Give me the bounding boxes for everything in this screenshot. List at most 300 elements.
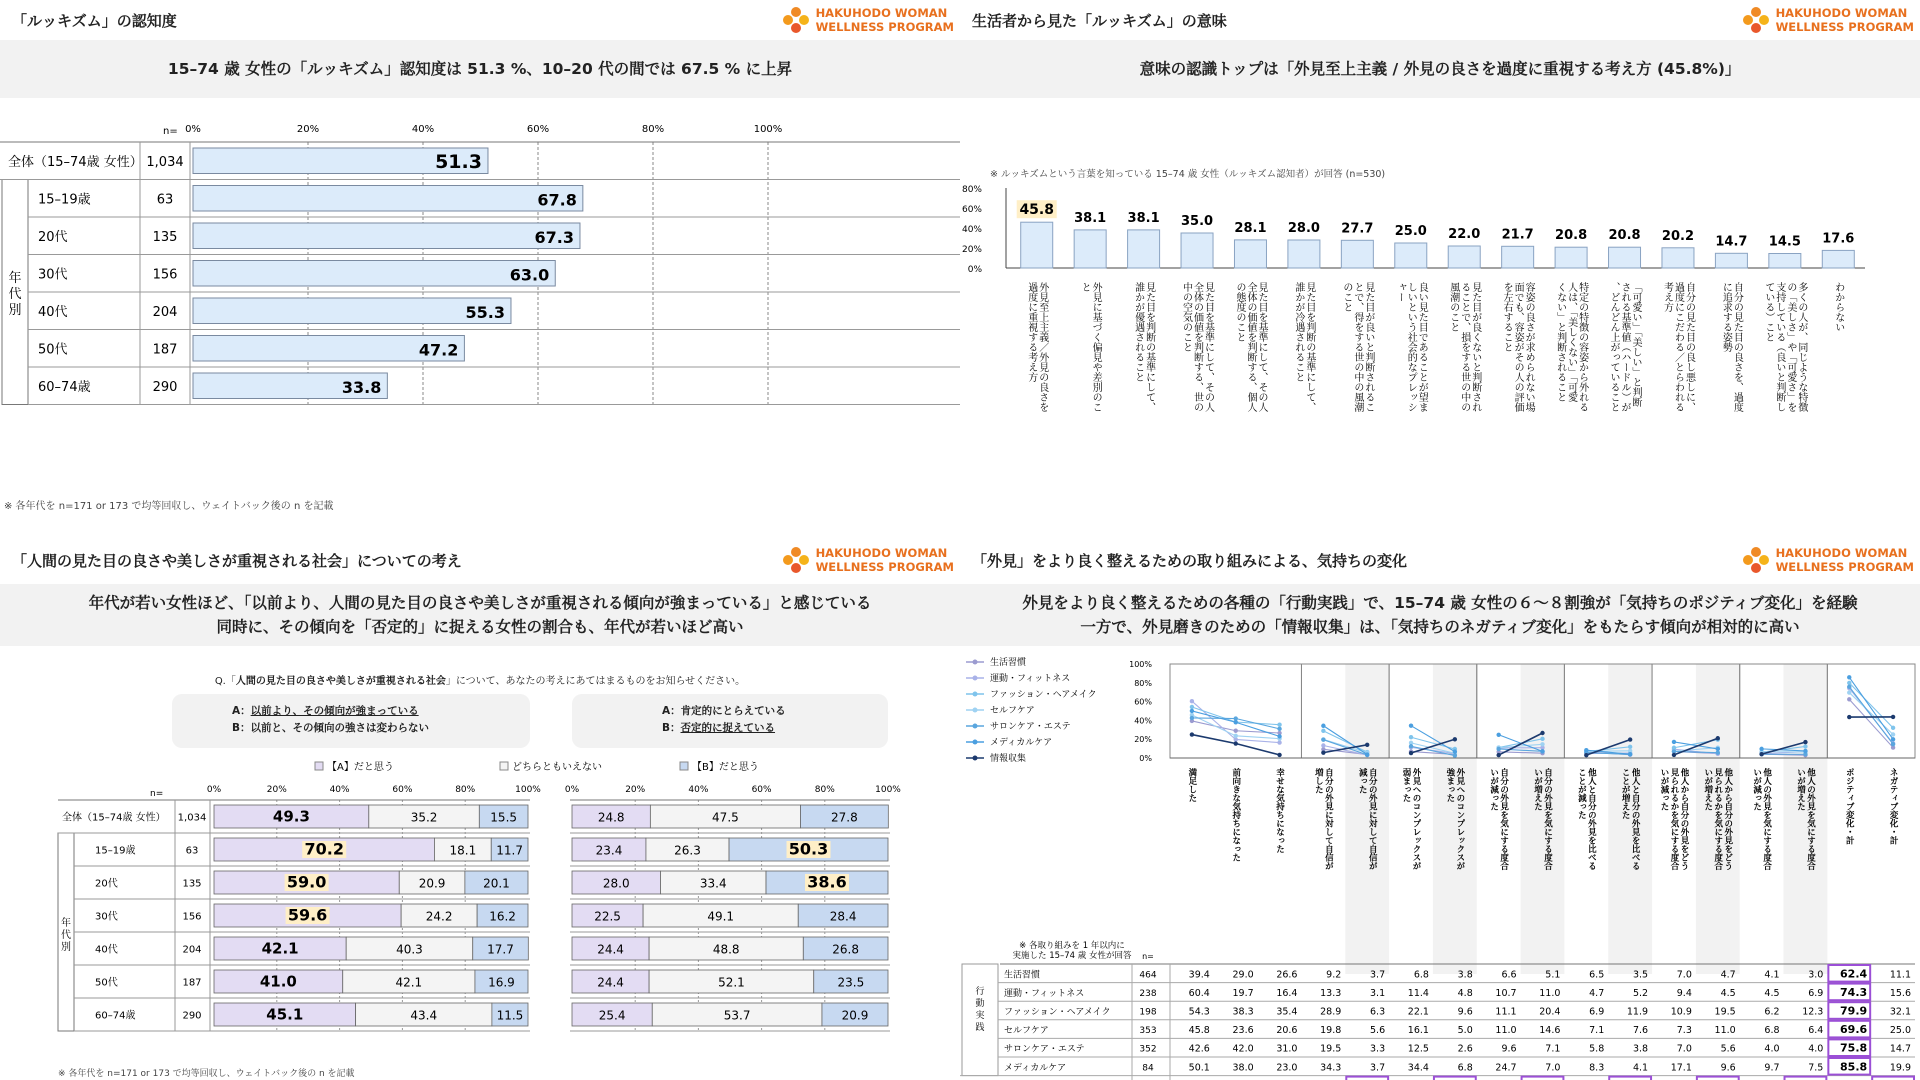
legend-marker [973,692,978,697]
y-tick-label: 20% [1134,735,1152,745]
row-label: 全体（15–74歳 女性） [8,154,143,170]
cell-value: 4.7 [1720,969,1736,981]
series-point [1847,715,1851,719]
cell-value: 4.5 [1720,987,1736,999]
cell-value: 62.4 [1840,967,1868,981]
category-label: 誰かが冷遇されること [1292,282,1304,382]
legend-label: 情報収集 [990,754,1027,764]
cell-value: 16.4 [1276,987,1298,999]
legend-marker [973,708,978,713]
segment-value: 42.1 [395,975,423,990]
logo-flower-icon [782,546,810,574]
cell-value: 28.9 [1320,1006,1342,1018]
category-label: に追求する姿勢 [1720,282,1732,352]
y-tick-label: 100% [1129,660,1152,669]
legend-label: 【A】だと思う [327,762,394,773]
respondent-note: ※ 各取り組みを 1 年以内に [1019,941,1125,951]
x-tick-label: 20% [625,785,646,795]
category-label: ている）こと [1762,282,1774,342]
group-frame [1827,664,1915,758]
category-label: くない」と判断されること [1554,282,1566,402]
cell-value: 7.1 [1589,1025,1605,1037]
series-point [1365,752,1369,756]
cell-value: 7.3 [1676,1025,1692,1037]
group-label: 践 [975,1023,985,1033]
series-line [1849,687,1893,744]
row-n: 187 [152,342,178,358]
option-box-trend [172,694,530,748]
x-tick-label: 0% [185,124,201,135]
series-point [1891,726,1895,730]
headline [0,40,960,98]
series-line [1849,677,1893,739]
cell-value: 26.6 [1276,969,1298,981]
segment-value: 20.1 [483,876,510,891]
cell-value: 42.0 [1232,1043,1254,1055]
series-point [1453,749,1457,753]
legend-label: ファッション・ヘアメイク [990,690,1097,700]
footnote: ※ 各年代を n=171 or 173 で均等回収し、ウェイトバック後の n を記載 [58,1069,355,1079]
cell-value: 11.1 [1495,1006,1517,1018]
cell-value: 2.6 [1457,1043,1473,1055]
x-tick-label: 40% [329,785,350,795]
cell-value: 69.6 [1840,1023,1868,1037]
panel-feelings [960,540,1920,1080]
row-n: 135 [152,229,178,245]
question-pre: Q.「 [214,676,236,687]
segment-value: 24.8 [597,810,625,825]
x-tick-label: 0% [206,785,222,795]
y-tick-label: 0% [1139,754,1152,763]
legend-marker [973,660,978,665]
row-n: 198 [1139,1007,1157,1018]
logo-line1: HAKUHODO WOMAN [815,6,948,20]
cell-value: 24.7 [1495,1062,1517,1074]
x-tick-label: 20% [296,124,320,135]
cell-value: 34.3 [1320,1062,1342,1074]
series-point [1321,750,1325,754]
cell-value: 9.6 [1720,1062,1736,1074]
cell-value: 11.9 [1626,1006,1649,1018]
logo-line2: WELLNESS PROGRAM [815,20,954,34]
series-point [1584,748,1588,752]
bar [1341,240,1373,268]
meaning-chart [960,178,1920,498]
footnote: ※ 各年代を n=171 or 173 で均等回収し、ウェイトバック後の n を記載 [4,501,334,512]
series-point [1891,732,1895,736]
column-label: ネガティブ変化・計 [1888,768,1899,845]
series-point [1190,716,1194,720]
y-tick-label: 60% [961,205,982,215]
logo-line1: HAKUHODO WOMAN [1775,6,1908,20]
segment-value: 17.7 [487,942,514,957]
x-tick-label: 100% [875,785,901,795]
cell-value: 32.1 [1889,1006,1911,1018]
segment-value: 38.6 [807,872,847,892]
row-label: 運動・フィットネス [1004,988,1085,999]
series-point [1234,720,1238,724]
series-point [1847,690,1851,694]
category-label: 特定の特徴の容姿から外れる [1576,282,1588,412]
y-tick-label: 60% [1134,697,1152,707]
segment-value: 41.0 [259,972,297,991]
segment-value: 27.8 [831,810,858,825]
headline-line1: 年代が若い女性ほど、「以前より、人間の見た目の良さや美しさが重視される傾向が強まっている」と感じている [88,594,872,612]
series-point [1628,737,1632,741]
category-label: ることで、損をする世の中の [1458,282,1470,412]
cell-value: 15.6 [1889,987,1911,999]
series-point [1321,743,1325,747]
cell-value: 3.5 [1632,969,1649,981]
bar [1288,240,1320,268]
bar [1822,250,1854,268]
column-label: いが減った [1658,768,1669,811]
bar-value: 22.0 [1448,227,1481,242]
bar [1609,247,1641,268]
bar-value: 38.1 [1127,210,1160,226]
x-tick-label: 100% [515,785,541,795]
cell-value: 14.7 [1889,1043,1911,1055]
bar-value: 14.7 [1715,234,1748,250]
cell-value: 6.8 [1413,969,1429,981]
logo [1742,6,1914,34]
series-point [1321,737,1325,741]
category-label: 見た目を判断の基準にして、 [1303,282,1315,412]
column-label: いが増えた [1532,768,1543,811]
column-label: 自分の外見に対して自信が [1367,768,1378,870]
column-label: 他人から自分の外見をどう [1678,768,1689,870]
headline [0,584,960,646]
series-point [1891,737,1895,741]
row-label: 15–19歳 [38,192,91,208]
legend-label: セルフケア [990,706,1035,716]
row-label: 50代 [38,342,68,358]
bar [1395,243,1427,268]
row-label: 60–74歳 [38,379,91,395]
logo-flower-icon [1742,6,1770,34]
series-point [1803,740,1807,744]
category-label: 過度にこだわる／とらわれる [1672,282,1684,412]
category-label: 、どんどん上がっていること [1608,282,1620,412]
bar-value: 67.3 [534,227,574,247]
cell-value: 6.5 [1589,969,1605,981]
category-label: わからない [1832,282,1844,332]
row-n: 156 [182,911,202,923]
category-label: 容姿の良さが求められない場 [1523,282,1535,412]
cell-value: 16.1 [1407,1025,1429,1037]
bar [1128,230,1160,268]
cell-value: 13.3 [1320,987,1342,999]
bar [1662,248,1694,268]
cell-value: 7.0 [1676,1043,1692,1055]
group-label: 代 [8,287,22,302]
legend-label: メディカルケア [990,738,1053,748]
row-label: 60–74歳 [95,1010,136,1022]
column-label: ことが増えた [1620,768,1631,819]
opt-a: A：肯定的にとらえている [662,705,786,717]
series-point [1409,723,1413,727]
cell-value: 7.5 [1808,1062,1824,1074]
bar-value: 17.6 [1822,231,1855,247]
column-label: いが減った [1751,768,1762,811]
panel-title: 「人間の見た目の良さや美しさが重視される社会」についての考え [12,552,462,570]
series-point [1190,705,1194,709]
column-label: いが増えた [1702,768,1713,811]
category-label: 考え方 [1661,282,1673,312]
cell-value: 6.4 [1808,1025,1824,1037]
segment-value: 33.4 [699,876,727,891]
column-label: 自分の外見を気にする度合 [1542,768,1553,870]
bar-value: 20.8 [1555,228,1588,244]
segment-value: 47.5 [712,810,739,825]
question [0,672,960,687]
group-label: 代 [61,930,71,941]
category-label: 外見に基づく偏見や差別のこ [1090,282,1102,412]
headline-line2: 一方で、外見磨きのための「情報収集」は、「気持ちのネガティブ変化」をもたらす傾向が相対的に高い [1080,618,1800,636]
row-n: 156 [152,267,178,283]
y-tick-label: 80% [961,185,982,195]
cell-value: 10.9 [1670,1006,1692,1018]
segment-value: 28.0 [602,876,630,891]
bar-value: 38.1 [1074,210,1107,226]
legend-label: 【B】だと思う [692,762,759,773]
logo-line2: WELLNESS PROGRAM [1775,20,1914,34]
cell-value: 8.3 [1589,1062,1605,1074]
cell-value: 7.1 [1545,1043,1561,1055]
column-label: いが減った [1488,768,1499,811]
cell-value: 20.6 [1276,1025,1298,1037]
segment-value: 22.5 [594,909,621,924]
series-line [1849,699,1893,747]
headline-text: 意味の認識トップは「外見至上主義 / 外見の良さを過度に重視する考え方 (45.8%)」 [1139,60,1741,78]
cell-value: 50.1 [1188,1062,1210,1074]
cell-value: 75.8 [1840,1041,1868,1055]
legend-label: サロンケア・エステ [990,722,1071,732]
row-label: 30代 [95,911,118,923]
series-point [1803,749,1807,753]
cell-value: 14.6 [1539,1025,1561,1037]
category-label: される基準値（ハードル）が [1619,282,1631,412]
row-n: 63 [185,845,199,857]
segment-value: 49.1 [707,909,735,924]
series-point [1716,747,1720,751]
logo [782,546,954,574]
bar-value: 14.5 [1768,234,1801,250]
cell-value: 60.4 [1188,987,1210,999]
category-label: 面でも、容姿がその人の評価 [1512,282,1524,412]
series-point [1409,744,1413,748]
column-label: 自分の外見を気にする度合 [1498,768,1509,870]
cell-value: 6.8 [1457,1062,1473,1074]
cell-value: 6.6 [1501,969,1517,981]
series-point [1847,681,1851,685]
cell-value: 3.0 [1808,969,1824,981]
series-point [1540,742,1544,746]
series-point [1584,753,1588,757]
respondent-note: ※ ルッキズムという言葉を知っている 15–74 歳 女性（ルッキズム認知者）が回答 (n=530) [990,169,1386,180]
cell-value: 7.6 [1632,1025,1649,1037]
series-point [1190,732,1194,736]
series-point [1891,715,1895,719]
bar [1234,240,1266,268]
feelings-chart [960,650,1920,1080]
segment-value: 49.3 [272,807,310,826]
group-label: 年 [61,918,71,929]
column-label: 他人と自分の外見を比べる [1586,768,1597,870]
cell-value: 39.4 [1188,969,1210,981]
cell-value: 79.9 [1840,1004,1868,1018]
segment-value: 35.2 [410,810,438,825]
group-label: 行 [975,987,985,997]
series-point [1496,733,1500,737]
series-point [1540,737,1544,741]
column-label: 満足した [1186,768,1197,802]
segment-value: 43.4 [410,1008,438,1023]
cell-value: 74.3 [1840,985,1868,999]
x-tick-label: 80% [641,124,665,135]
y-tick-label: 40% [961,225,982,235]
cell-value: 11.4 [1407,987,1429,999]
group-label: 別 [61,942,71,953]
segment-value: 11.7 [496,843,523,858]
segment-value: 24.4 [597,942,624,957]
cell-value: 4.7 [1589,987,1605,999]
bar [1074,230,1106,268]
column-label: ことが減った [1576,768,1587,819]
cell-value: 20.4 [1539,1006,1561,1018]
category-label: とで、得をする世の中の風潮 [1351,282,1363,412]
cell-value: 45.8 [1188,1025,1210,1037]
headline-line1: 外見をより良く整えるための各種の「行動実践」で、15–74 歳 女性の６～８割強が「気持ちのポジティブ変化」を経験 [1022,594,1858,612]
respondent-note: 実施した 15–74 歳 女性が回答 [1012,951,1132,961]
cell-value: 3.7 [1370,1062,1386,1074]
cell-value: 9.6 [1457,1006,1473,1018]
cell-value: 3.7 [1370,969,1386,981]
row-n: 1,034 [177,812,207,824]
category-label: 多くの人が、同じような特徴 [1795,282,1807,412]
opt-a-pre: A： [232,705,251,717]
category-label: 外見至上主義／外見の良さを [1036,282,1048,412]
bar [193,223,580,249]
series-point [1847,697,1851,701]
legend-marker [973,724,978,729]
series-point [1540,749,1544,753]
cell-value: 5.6 [1370,1025,1386,1037]
bar [1448,246,1480,268]
series-point [1672,753,1676,757]
option-box-view [572,694,888,748]
opt-b: 否定的に捉えている [680,722,776,734]
bar-value: 55.3 [465,302,505,322]
y-tick-label: 0% [967,265,982,275]
segment-value: 23.4 [595,843,623,858]
opt-b: B：以前と、その傾向の強さは変わらない [232,722,430,734]
row-n: 84 [1142,1063,1154,1074]
row-n: 204 [182,944,202,956]
cell-value: 38.0 [1232,1062,1254,1074]
bar-value: 21.7 [1501,227,1534,243]
bar-value: 20.8 [1608,228,1641,244]
category-label: の「美しさ」や「可愛さ」を [1784,282,1796,412]
cell-value: 3.8 [1632,1043,1649,1055]
cell-value: 11.0 [1539,987,1561,999]
x-tick-label: 80% [455,785,476,795]
column-label: ポジティブ変化・計 [1844,768,1855,845]
row-label: ファッション・ヘアメイク [1004,1007,1111,1018]
category-label: しいという社会的なプレッシ [1405,282,1417,412]
column-label: いが増えた [1795,768,1806,811]
row-n: 353 [1139,1026,1157,1037]
cell-value: 42.6 [1188,1043,1210,1055]
cell-value: 5.2 [1632,987,1649,999]
category-label: 「可愛い」「美しい」と判断 [1630,282,1642,407]
category-label: 全体の価値を判断する、世の [1191,282,1203,412]
series-point [1277,753,1281,757]
legend-marker [973,756,978,761]
cell-value: 9.4 [1676,987,1692,999]
series-point [1847,675,1851,679]
cell-value: 11.0 [1714,1025,1736,1037]
bar-value: 35.0 [1180,214,1214,229]
cell-value: 19.5 [1320,1043,1342,1055]
cell-value: 6.9 [1808,987,1824,999]
series-point [1453,753,1457,757]
column-label: 幸せな気持ちになった [1274,768,1285,853]
series-point [1277,740,1281,744]
category-label: 見た目を判断の基準にして、 [1143,282,1155,412]
y-tick-label: 80% [1134,678,1152,688]
series-point [1190,699,1194,703]
series-point [1847,685,1851,689]
panel-title: 「ルッキズム」の認知度 [12,12,177,30]
cell-value: 4.1 [1632,1062,1649,1074]
column-label: 他人の外見を気にする度合 [1761,768,1772,870]
bar [1021,222,1053,268]
segment-value: 23.5 [837,975,865,990]
bar-value: 47.2 [418,340,459,360]
series-point [1672,740,1676,744]
series-line [1849,693,1893,735]
cell-value: 3.1 [1370,987,1386,999]
series-point [1321,724,1325,728]
cell-value: 6.2 [1764,1006,1780,1018]
category-label: の態度のこと [1233,282,1245,342]
row-label: 全体（15–74歳 女性） [62,812,166,824]
panel-meaning [960,0,1920,540]
group-label: 年 [8,271,22,286]
segment-value: 24.2 [425,909,453,924]
opt-a: 以前より、その傾向が強まっている [250,705,419,717]
row-label: 20代 [38,229,68,245]
segment-value: 20.9 [418,876,446,891]
segment-value: 15.5 [490,810,518,825]
logo [782,6,954,34]
series-point [1190,709,1194,713]
category-label: 人は、「美しくない」「可愛 [1565,282,1577,402]
cell-value: 4.1 [1764,969,1780,981]
cell-value: 34.4 [1407,1062,1429,1074]
awareness-chart [0,118,960,498]
cell-value: 5.6 [1720,1043,1736,1055]
column-label: 他人から自分の外見をどう [1722,768,1733,870]
cell-value: 4.5 [1764,987,1780,999]
segment-value: 16.9 [488,975,515,990]
segment-value: 59.0 [286,872,327,892]
logo-line2: WELLNESS PROGRAM [1775,560,1914,574]
cell-value: 19.7 [1232,987,1254,999]
cell-value: 6.8 [1764,1025,1780,1037]
cell-value: 9.6 [1501,1043,1517,1055]
